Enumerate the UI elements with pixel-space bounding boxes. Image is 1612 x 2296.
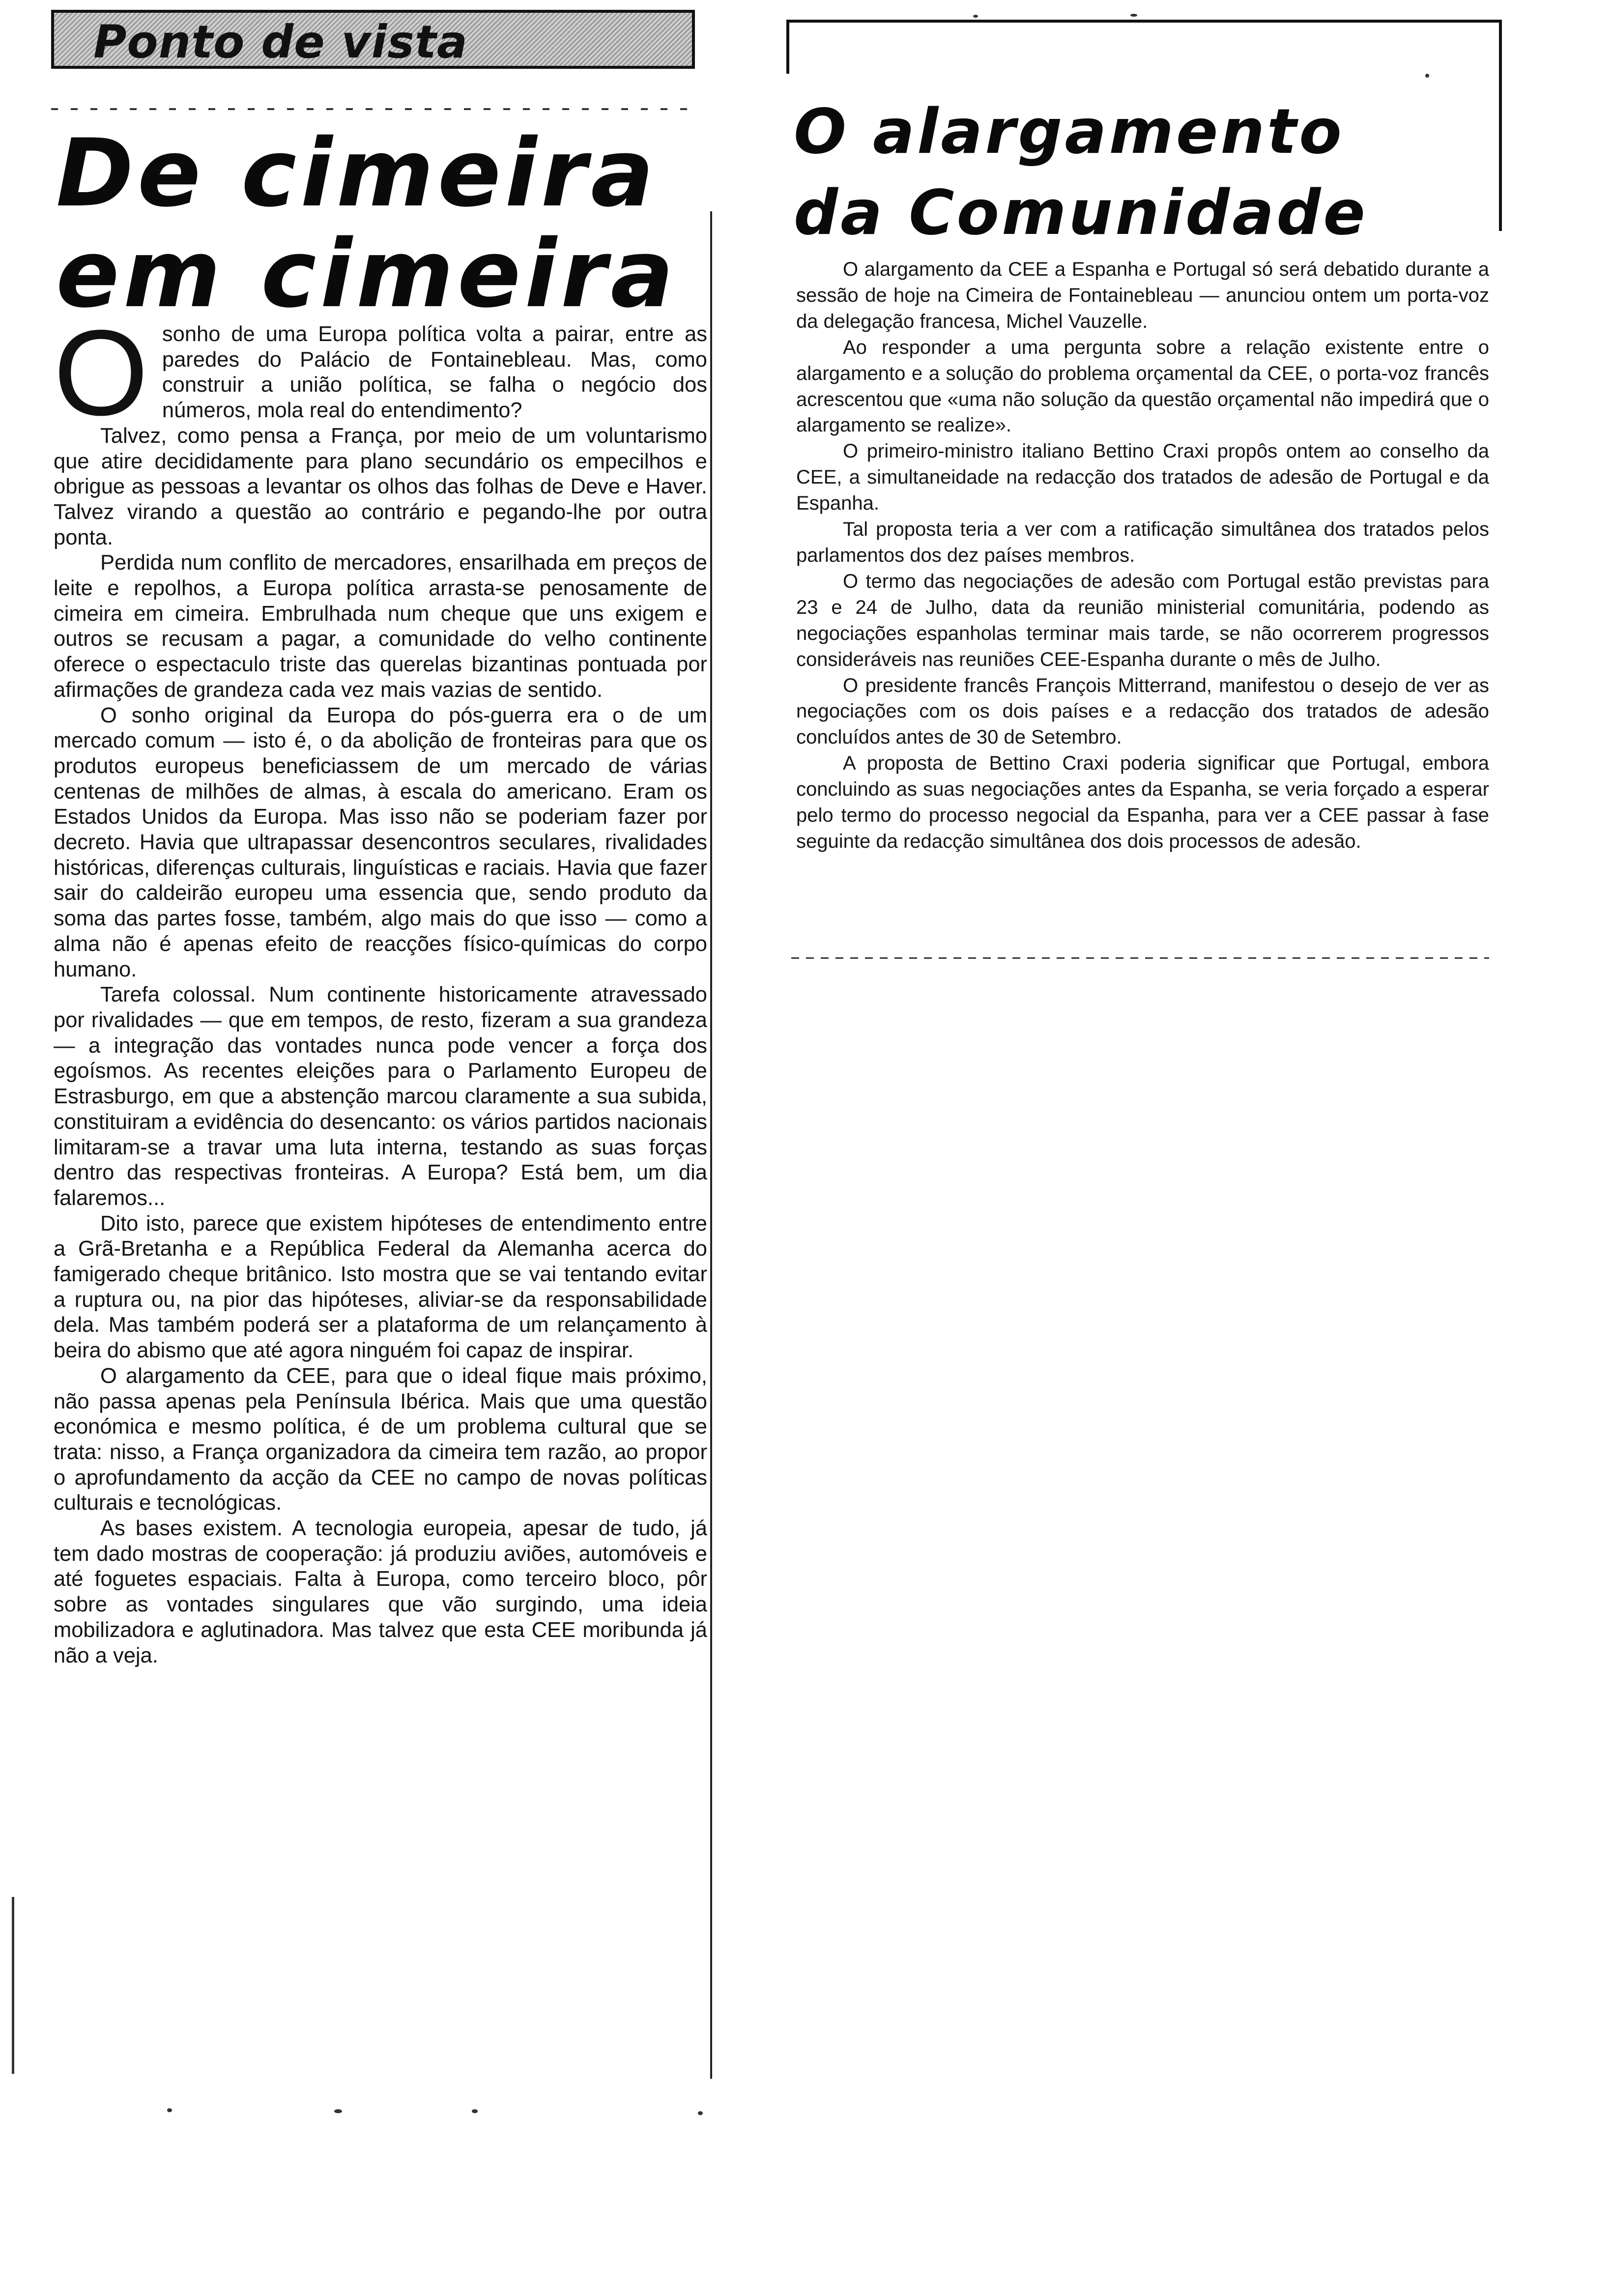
paragraph: O sonho original da Europa do pós-guerra era o de um mercado comum — isto é, o da abolição de fronteiras para que os produtos europeus beneficiassem de um mercado de várias centenas de milhões de almas, à escala do americano. Eram os Estados Unidos da Europa. Mas isso não se poderiam fazer por decreto. Havia que ultrapassar desencontros seculares, rivalidades históricas, diferenças culturais, linguísticas e raciais. Havia que fazer sair do caldeirão europeu uma essencia que, sendo produto da soma das partes fosse, também, algo mais do que isso — como a alma não é apenas efeito de reacções físico-químicas do corpo humano. <box>54 703 707 981</box>
paragraph: A proposta de Bettino Craxi poderia significar que Portugal, embora concluindo as suas negociações antes da Espanha, se veria forçado a esperar pelo termo do processo negocial da Espanha, para ver a CEE passar à fase seguinte da redacção simultânea dos dois processos de adesão. <box>796 752 1489 852</box>
paragraph: Ao responder a uma pergunta sobre a relação existente entre o alargamento e a solução do problema orçamental da CEE, o porta-voz francês acrescentou que «uma não solução da questão orçamental não impedirá que o alargamento se realize». <box>796 336 1489 436</box>
drop-cap: O <box>54 304 148 441</box>
paragraph: O primeiro-ministro italiano Bettino Craxi propôs ontem ao conselho da CEE, a simultaneidade na redacção dos tratados de adesão de Portugal e da Espanha. <box>796 440 1489 515</box>
paragraph: O alargamento da CEE, para que o ideal fique mais próximo, não passa apenas pela Península Ibérica. Mais que uma questão económica e mesmo política, é de um problema cultural que se trata: nisso, a França organizadora da cimeira tem razão, ao propor o aprofundamento da acção da CEE no campo de novas políticas culturais e tecnológicas. <box>54 1364 707 1515</box>
right-article-body <box>796 257 1489 855</box>
scan-speck <box>973 15 978 18</box>
column-divider <box>710 211 712 2079</box>
rubric-banner <box>51 10 695 69</box>
paragraph: Dito isto, parece que existem hipóteses de entendimento entre a Grã-Bretanha e a República Federal da Alemanha acerca do famigerado cheque britânico. Isto mostra que se vai tentando evitar a ruptura ou, na pior das hipóteses, aliviar-se da responsabilidade dela. Mas também poderá ser a plataforma de um relançamento à beira do abismo que até agora ninguém foi capaz de inspirar. <box>54 1211 707 1363</box>
right-headline-line: da Comunidade <box>794 176 1368 249</box>
scan-speck <box>1425 74 1429 78</box>
scan-speck <box>334 2109 342 2113</box>
paragraph: O termo das negociações de adesão com Portugal estão previstas para 23 e 24 de Julho, data da reunião ministerial comunitária, podendo as negociações espanholas terminar mais tarde, se não ocorrerem progressos consideráveis nas reuniões CEE-Espanha durante o mês de Julho. <box>796 570 1489 670</box>
paragraph-text: sonho de uma Europa política volta a pairar, entre as paredes do Palácio de Fontainebleau. Mas, como construir a união política, se falha o negócio dos números, mola real do entendimento? <box>162 322 707 423</box>
scan-speck <box>167 2108 172 2112</box>
paragraph: Perdida num conflito de mercadores, ensarilhada em preços de leite e repolhos, a Europa política arrasta-se penosamente de cimeira em cimeira. Embrulhada num cheque que uns exigem e outros se recusam a pagar, a comunidade do velho continente oferece o espectaculo triste das querelas bizantinas pontuada por afirmações de grandeza cada vez mais vazias de sentido. <box>54 551 707 702</box>
paragraph: Tarefa colossal. Num continente historicamente atravessado por rivalidades — que em tempos, de resto, fizeram a sua grandeza — a integração das vontades nunca pode vencer a força dos egoísmos. As recentes eleições para o Parlamento Europeu de Estrasburgo, em que a abstenção marcou claramente a sua subida, constituiram a evidência do desencanto: os vários partidos nacionais limitaram-se a travar uma luta interna, testando as suas forças dentro das respectivas fronteiras. A Europa? Está bem, um dia falaremos... <box>54 983 707 1210</box>
left-headline-line: De cimeira <box>56 119 658 228</box>
right-box-right-rule <box>1499 20 1502 231</box>
scan-speck <box>472 2109 478 2113</box>
scan-speck <box>698 2111 703 2115</box>
paragraph: Talvez, como pensa a França, por meio de um voluntarismo que atire decididamente para plano secundário os empecilhos e obrigue as pessoas a levantar os olhos das folhas de Deve e Haver. Talvez virando a questão ao contrário e pegando-lhe por outra ponta. <box>54 424 707 549</box>
paragraph: O presidente francês François Mitterrand, manifestou o desejo de ver as negociações com os dois países e a redacção dos tratados de adesão concluídos antes de 30 de Setembro. <box>796 674 1489 748</box>
right-box-top-rule <box>786 20 1501 23</box>
scan-speck <box>1130 14 1137 17</box>
right-article-bottom-rule <box>791 957 1489 959</box>
scan-edge-mark <box>12 1897 14 2074</box>
right-headline <box>794 91 1492 253</box>
left-headline <box>56 119 715 328</box>
rubric-label: Ponto de vista <box>93 16 468 68</box>
right-headline-line: O alargamento <box>794 95 1344 168</box>
rubric-divider <box>51 108 690 110</box>
right-box-left-rule <box>786 20 789 74</box>
left-article-body <box>54 304 707 1668</box>
paragraph: As bases existem. A tecnologia europeia, apesar de tudo, já tem dado mostras de cooperação: já produziu aviões, automóveis e até foguetes espaciais. Falta à Europa, como terceiro bloco, pôr sobre as vontades singulares que vão surgindo, uma ideia mobilizadora e aglutinadora. Mas talvez que esta CEE moribunda já não a veja. <box>54 1517 707 1667</box>
paragraph <box>54 304 707 441</box>
paragraph: O alargamento da CEE a Espanha e Portugal só será debatido durante a sessão de hoje na Cimeira de Fontainebleau — anunciou ontem um porta-voz da delegação francesa, Michel Vauzelle. <box>796 258 1489 332</box>
left-headline-line: em cimeira <box>56 220 678 328</box>
paragraph: Tal proposta teria a ver com a ratificação simultânea dos tratados pelos parlamentos dos dez países membros. <box>796 518 1489 566</box>
left-article <box>12 0 715 2202</box>
